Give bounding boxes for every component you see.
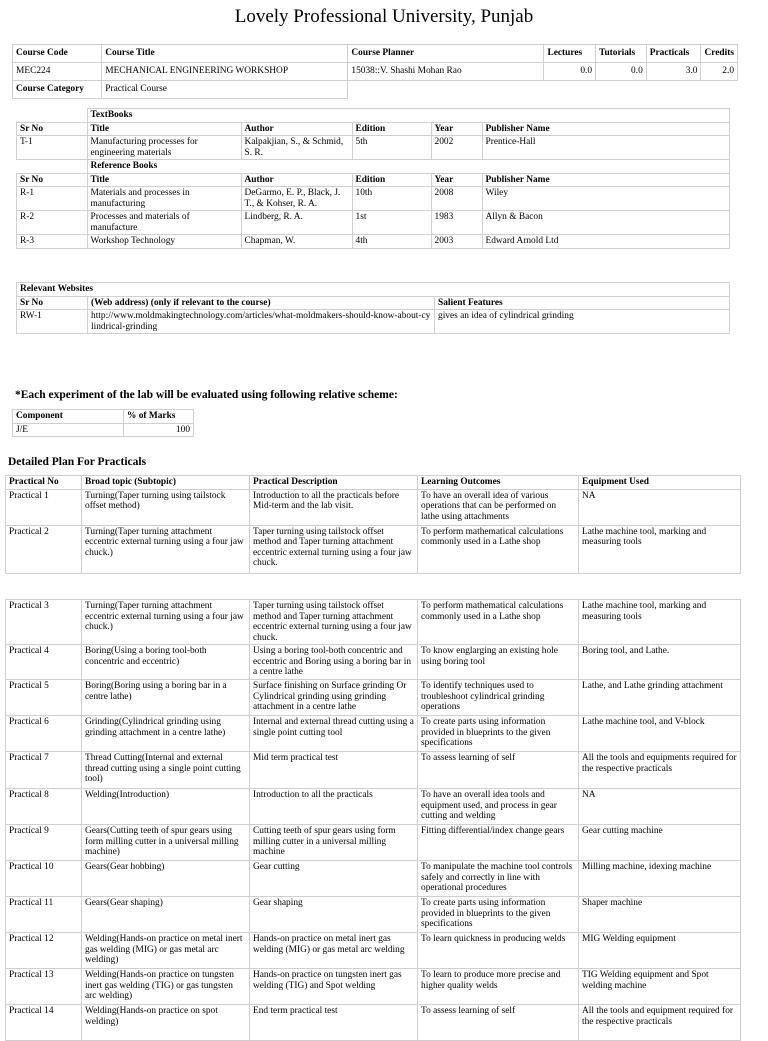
practical-description: Cutting teeth of spur gears using form milling cutter in a universal milling machine	[250, 825, 418, 861]
practical-row	[6, 861, 741, 897]
practical-equipment: Shaper machine	[579, 897, 741, 933]
practical-no: Practical 8	[6, 789, 82, 825]
practical-equipment: Lathe machine tool, marking and measuring tools	[579, 600, 741, 645]
book-publisher: Edward Arnold Ltd	[482, 235, 730, 249]
book-row	[17, 187, 730, 211]
practical-description: Hands-on practice on metal inert gas welding (MIG) or gas metal arc welding	[250, 933, 418, 969]
book-author-header: Author	[241, 173, 352, 187]
marks-value: 100	[124, 423, 194, 437]
practical-no: Practical 6	[6, 716, 82, 752]
course-table	[12, 44, 738, 99]
book-title: Processes and materials of manufacture	[87, 211, 241, 235]
practical-topic: Welding(Hands-on practice on metal inert gas welding (MIG) or gas metal arc welding)	[82, 933, 250, 969]
marks-header: % of Marks	[124, 410, 194, 424]
practical-no: Practical 5	[6, 680, 82, 716]
practical-no: Practical 3	[6, 600, 82, 645]
sr-no-header: Sr No	[17, 122, 88, 136]
practical-no: Practical 12	[6, 933, 82, 969]
practical-topic: Thread Cutting(Internal and external thread cutting using a single point cutting tool)	[82, 752, 250, 789]
book-sr: R-1	[17, 187, 88, 211]
practical-description: Surface finishing on Surface grinding Or Cylindrical grinding using grinding attachment in a centre lathe	[250, 680, 418, 716]
practical-equipment: Boring tool, and Lathe.	[579, 645, 741, 680]
practical-row	[6, 489, 741, 525]
textbooks-label: TextBooks	[87, 109, 730, 123]
practical-topic: Turning(Taper turning using tailstock offset method)	[82, 489, 250, 525]
practical-description: Taper turning using tailstock offset method and Taper turning attachment eccentric external turning using a four jaw chuck.	[250, 525, 418, 573]
lectures-header: Lectures	[544, 45, 596, 63]
book-publisher-header: Publisher Name	[482, 122, 730, 136]
book-title: Workshop Technology	[87, 235, 241, 249]
practical-no-header: Practical No	[6, 476, 82, 490]
practical-outcome: To identify techniques used to troubleshoot cylindrical grinding operations	[418, 680, 579, 716]
website-url[interactable]: http://www.moldmakingtechnology.com/articles/what-moldmakers-should-know-about-cylindrical-grinding	[88, 310, 435, 334]
book-publisher: Prentice-Hall	[482, 136, 730, 160]
practical-no: Practical 9	[6, 825, 82, 861]
websites-label-row	[17, 283, 730, 297]
practical-topic: Gears(Gear shaping)	[82, 897, 250, 933]
learning-outcomes-header: Learning Outcomes	[418, 476, 579, 490]
book-title-header: Title	[87, 173, 241, 187]
practical-no: Practical 11	[6, 897, 82, 933]
plan-header-row	[6, 476, 741, 490]
book-row	[17, 235, 730, 249]
practical-outcome: To assess learning of self	[418, 752, 579, 789]
course-title-header: Course Title	[102, 45, 348, 63]
books-table	[16, 108, 730, 249]
reference-books-label: Reference Books	[87, 160, 730, 174]
book-year: 1983	[431, 211, 482, 235]
practical-outcome: To create parts using information provided in blueprints to the given specifications	[418, 716, 579, 752]
books-header-row	[17, 173, 730, 187]
practical-row	[6, 897, 741, 933]
book-edition: 1st	[352, 211, 431, 235]
book-year: 2003	[431, 235, 482, 249]
component-value: J/E	[13, 423, 124, 437]
book-sr: R-3	[17, 235, 88, 249]
website-address-header: (Web address) (only if relevant to the course)	[88, 296, 435, 310]
practical-equipment: MIG Welding equipment	[579, 933, 741, 969]
book-year-header: Year	[431, 173, 482, 187]
course-header-row	[13, 45, 738, 63]
practical-row	[6, 680, 741, 716]
book-author: Chapman, W.	[241, 235, 352, 249]
book-author: Kalpakjian, S., & Schmid, S. R.	[241, 136, 352, 160]
course-code: MEC224	[13, 63, 102, 81]
course-category-label: Course Category	[13, 81, 102, 99]
practical-outcome: To learn quickness in producing welds	[418, 933, 579, 969]
practical-outcome: To manipulate the machine tool controls safely and correctly in line with operational procedures	[418, 861, 579, 897]
practical-outcome: To have an overall idea of various operations that can be performed on lathe using attachments	[418, 489, 579, 525]
website-features-header: Salient Features	[435, 296, 730, 310]
practical-outcome: Fitting differential/index change gears	[418, 825, 579, 861]
book-edition-header: Edition	[352, 173, 431, 187]
credits-value: 2.0	[701, 63, 738, 81]
practicals-value: 3.0	[646, 63, 701, 81]
book-edition: 5th	[352, 136, 431, 160]
course-code-header: Course Code	[13, 45, 102, 63]
equipment-used-header: Equipment Used	[579, 476, 741, 490]
practical-description: Gear shaping	[250, 897, 418, 933]
practicals-plan-table	[5, 475, 741, 574]
practical-topic: Boring(Boring using a boring bar in a centre lathe)	[82, 680, 250, 716]
practical-no: Practical 2	[6, 525, 82, 573]
practical-outcome: To learn to produce more precise and higher quality welds	[418, 969, 579, 1005]
practical-outcome: To have an overall idea tools and equipment used, and process in gear cutting and welding	[418, 789, 579, 825]
book-title: Manufacturing processes for engineering materials	[87, 136, 241, 160]
course-title: MECHANICAL ENGINEERING WORKSHOP	[102, 63, 348, 81]
practical-equipment: All the tools and equipments required for the respective practicals	[579, 752, 741, 789]
websites-header-row	[17, 296, 730, 310]
credits-header: Credits	[701, 45, 738, 63]
component-header: Component	[13, 410, 124, 424]
practical-topic: Turning(Taper turning attachment eccentric external turning using a four jaw chuck.)	[82, 600, 250, 645]
book-year: 2002	[431, 136, 482, 160]
page-title: Lovely Professional University, Punjab	[234, 6, 534, 27]
practical-description: Mid term practical test	[250, 752, 418, 789]
practical-outcome: To perform mathematical calculations commonly used in a Lathe shop	[418, 600, 579, 645]
broad-topic-header: Broad topic (Subtopic)	[82, 476, 250, 490]
practical-row	[6, 716, 741, 752]
practical-topic: Boring(Using a boring tool-both concentric and eccentric)	[82, 645, 250, 680]
practicals-header: Practicals	[646, 45, 701, 63]
book-year: 2008	[431, 187, 482, 211]
practical-row	[6, 752, 741, 789]
website-sr-header: Sr No	[17, 296, 88, 310]
book-publisher: Wiley	[482, 187, 730, 211]
book-year-header: Year	[431, 122, 482, 136]
websites-label: Relevant Websites	[17, 283, 730, 297]
practical-outcome: To assess learning of self	[418, 1005, 579, 1041]
book-author: Lindberg, R. A.	[241, 211, 352, 235]
reference-label-row	[17, 160, 730, 174]
practical-description: End term practical test	[250, 1005, 418, 1041]
course-planner: 15038::V. Shashi Mohan Rao	[348, 63, 544, 81]
practical-topic: Grinding(Cylindrical grinding using grinding attachment in a centre lathe)	[82, 716, 250, 752]
practical-description: Using a boring tool-both concentric and eccentric and Boring using a boring bar in a centre lathe	[250, 645, 418, 680]
practical-row	[6, 969, 741, 1005]
practical-equipment: Gear cutting machine	[579, 825, 741, 861]
book-author-header: Author	[241, 122, 352, 136]
book-row	[17, 136, 730, 160]
practical-topic: Welding(Introduction)	[82, 789, 250, 825]
practical-row	[6, 933, 741, 969]
practical-description: Internal and external thread cutting using a single point cutting tool	[250, 716, 418, 752]
evaluation-header-row	[13, 410, 194, 424]
practical-equipment: Lathe, and Lathe grinding attachment	[579, 680, 741, 716]
evaluation-row	[13, 423, 194, 437]
book-edition-header: Edition	[352, 122, 431, 136]
practical-row	[6, 645, 741, 680]
practical-topic: Welding(Hands-on practice on tungsten inert gas welding (TIG) or gas tungsten arc welding)	[82, 969, 250, 1005]
course-category: Practical Course	[102, 81, 348, 99]
practical-topic: Gears(Cutting teeth of spur gears using form milling cutter in a universal milling machine)	[82, 825, 250, 861]
practical-topic: Turning(Taper turning attachment eccentric external turning using a four jaw chuck.)	[82, 525, 250, 573]
practical-description-header: Practical Description	[250, 476, 418, 490]
course-planner-header: Course Planner	[348, 45, 544, 63]
website-row	[17, 310, 730, 334]
practical-row	[6, 789, 741, 825]
course-value-row	[13, 63, 738, 81]
website-features: gives an idea of cylindrical grinding	[435, 310, 730, 334]
practical-outcome: To know englarging an existing hole using boring tool	[418, 645, 579, 680]
practical-outcome: To perform mathematical calculations commonly used in a Lathe shop	[418, 525, 579, 573]
books-header-row	[17, 122, 730, 136]
textbooks-label-row	[17, 109, 730, 123]
practical-row	[6, 600, 741, 645]
practical-topic: Welding(Hands-on practice on spot welding)	[82, 1005, 250, 1041]
evaluation-heading: *Each experiment of the lab will be evaluated using following relative scheme:	[15, 389, 398, 401]
practical-no: Practical 13	[6, 969, 82, 1005]
practical-description: Gear cutting	[250, 861, 418, 897]
practical-equipment: TIG Welding equipment and Spot welding machine	[579, 969, 741, 1005]
practical-row	[6, 1005, 741, 1041]
book-title-header: Title	[87, 122, 241, 136]
practical-row	[6, 525, 741, 573]
lectures-value: 0.0	[544, 63, 596, 81]
book-sr: R-2	[17, 211, 88, 235]
book-edition: 4th	[352, 235, 431, 249]
practical-no: Practical 7	[6, 752, 82, 789]
tutorials-value: 0.0	[596, 63, 647, 81]
book-title: Materials and processes in manufacturing	[87, 187, 241, 211]
practical-description: Hands-on practice on tungsten inert gas welding (TIG) and Spot welding	[250, 969, 418, 1005]
course-category-row	[13, 81, 738, 99]
practical-equipment: All the tools and equipment required for the respective practicals	[579, 1005, 741, 1041]
practical-outcome: To create parts using information provided in blueprints to the given specifications	[418, 897, 579, 933]
practical-equipment: Milling machine, idexing machine	[579, 861, 741, 897]
websites-table	[16, 282, 730, 334]
practical-row	[6, 825, 741, 861]
practicals-plan-heading: Detailed Plan For Practicals	[8, 456, 147, 468]
practical-description: Introduction to all the practicals before Mid-term and the lab visit.	[250, 489, 418, 525]
practical-no: Practical 14	[6, 1005, 82, 1041]
tutorials-header: Tutorials	[596, 45, 647, 63]
practical-no: Practical 1	[6, 489, 82, 525]
practical-equipment: NA	[579, 489, 741, 525]
practical-equipment: Lathe machine tool, marking and measuring tools	[579, 525, 741, 573]
practicals-plan-table-continued	[5, 599, 741, 1041]
book-publisher-header: Publisher Name	[482, 173, 730, 187]
practical-description: Introduction to all the practicals	[250, 789, 418, 825]
practical-topic: Gears(Gear hobbing)	[82, 861, 250, 897]
practical-no: Practical 10	[6, 861, 82, 897]
book-author: DeGarmo, E. P., Black, J. T., & Kohser, R. A.	[241, 187, 352, 211]
sr-no-header: Sr No	[17, 173, 88, 187]
practical-equipment: NA	[579, 789, 741, 825]
book-row	[17, 211, 730, 235]
practical-equipment: Lathe machine tool, and V-block	[579, 716, 741, 752]
practical-no: Practical 4	[6, 645, 82, 680]
practical-description: Taper turning using tailstock offset method and Taper turning attachment eccentric external turning using a four jaw chuck.	[250, 600, 418, 645]
book-publisher: Allyn & Bacon	[482, 211, 730, 235]
book-edition: 10th	[352, 187, 431, 211]
book-sr: T-1	[17, 136, 88, 160]
evaluation-table	[12, 409, 194, 437]
website-sr: RW-1	[17, 310, 88, 334]
